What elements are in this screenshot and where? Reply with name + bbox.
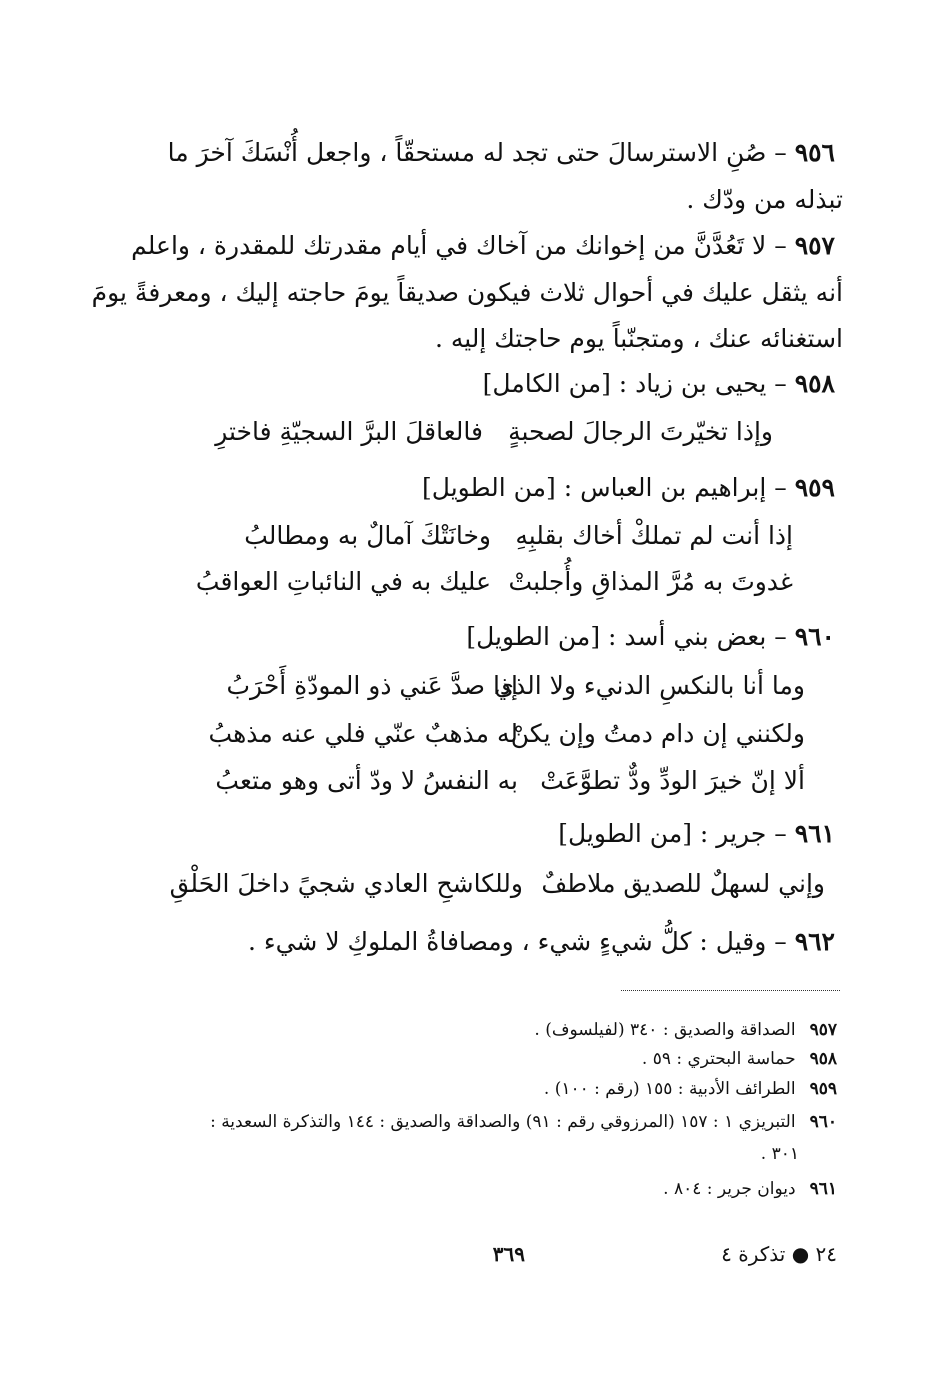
hemistich-second: له مذهبٌ عنّي فلي عنه مذهبُ — [208, 719, 518, 748]
entry-958-heading: ٩٥٨ – يحيى بن زياد : [من الكامل] — [482, 369, 835, 398]
hemistich-first: وما أنا بالنكسِ الدنيء ولا الذي — [494, 671, 805, 700]
footnote-separator — [621, 990, 840, 991]
hemistich-second: عليك به في النائباتِ العواقبُ — [195, 567, 491, 596]
hemistich-first: ألا إنّ خيرَ الودِّ ودٌّ تطوَّعَتْ — [540, 766, 805, 795]
hemistich-second: به النفسُ لا ودّ أتى وهو متعبُ — [215, 766, 518, 795]
entry-960-heading: ٩٦٠ – بعض بني أسد : [من الطويل] — [466, 622, 835, 651]
entry-number: ٩٦٢ — [794, 927, 835, 956]
entry-number: ٩٥٦ — [794, 138, 835, 167]
entry-961-heading: ٩٦١ – جرير : [من الطويل] — [558, 819, 835, 848]
hemistich-first: غدوتَ به مُرَّ المذاقِ وأُجلبتْ — [508, 567, 793, 596]
hemistich-first: وإذا تخيّرتَ الرجالَ لصحبةٍ — [508, 417, 773, 446]
hemistich-first: وإني لسهلٌ للصديق ملاطفٌ — [541, 869, 825, 898]
hemistich-second: وللكاشحِ العادي شجيً داخلَ الحَلْقِ — [169, 869, 523, 898]
entry-number: ٩٥٩ — [794, 473, 835, 502]
hemistich-second: فالعاقلَ البرَّ السجيّةِ فاخترِ — [215, 417, 483, 446]
footnote: ٩٥٩ الطرائف الأدبية : ١٥٥ (رقم : ١٠٠) . — [543, 1079, 837, 1099]
verse-960-1 — [0, 670, 943, 702]
verse-960-2 — [0, 718, 943, 750]
entry-text: – صُنِ الاسترسالَ حتى تجد له مستحقّاً ، واجعل أُنْسَكَ آخرَ ما — [167, 138, 787, 167]
entry-957-line3: استغنائه عنك ، ومتجنّباً يوم حاجتك إليه . — [434, 324, 843, 353]
hemistich-first: ولكنني إن دام دمتُ وإن يكنْ — [510, 719, 805, 748]
entry-959-heading: ٩٥٩ – إبراهيم بن العباس : [من الطويل] — [422, 473, 835, 502]
entry-956-line2: تبذله من ودّك . — [686, 185, 843, 214]
footnote: ٩٦١ ديوان جرير : ٨٠٤ . — [663, 1179, 837, 1199]
hemistich-second: وخانَتْكَ آمالٌ به ومطالبُ — [244, 521, 491, 550]
entry-number: ٩٦٠ — [794, 622, 835, 651]
entry-text: – لا تَعُدَّنَّ من إخوانك من آخاك في أيام مقدرتك للمقدرة ، واعلم — [131, 231, 787, 260]
entry-number: ٩٥٨ — [794, 369, 835, 398]
footnote: ٩٥٧ الصداقة والصديق : ٣٤٠ (لفيلسوف) . — [534, 1020, 837, 1040]
page-number: ٣٦٩ — [492, 1242, 525, 1266]
signature-mark: ٢٤ ● تذكرة ٤ — [721, 1242, 837, 1266]
footnote: ٩٥٨ حماسة البحتري : ٥٩ . — [641, 1049, 837, 1069]
hemistich-first: إذا أنت لم تملكْ أخاك بقلبِهِ — [515, 521, 793, 550]
entry-956-line1 — [145, 137, 835, 169]
entry-number: ٩٥٧ — [794, 231, 835, 260]
verse-958-1 — [0, 416, 943, 448]
entry-957-line1 — [131, 230, 835, 262]
verse-960-3 — [0, 765, 943, 797]
entry-number: ٩٦١ — [794, 819, 835, 848]
verse-959-1 — [0, 520, 943, 552]
verse-959-2 — [0, 566, 943, 598]
entry-962: ٩٦٢ – وقيل : كلُّ شيءٍ شيء ، ومصافاةُ الملوكِ لا شيء . — [247, 927, 835, 956]
footnote: ٩٦٠ التبريزي ١ : ١٥٧ (المرزوقي رقم : ٩١) والصداقة والصديق : ١٤٤ والتذكرة السعدية : — [210, 1112, 837, 1132]
hemistich-second: إذا صدَّ عَني ذو المودّةِ أَحْرَبُ — [226, 671, 518, 700]
verse-961-1 — [0, 868, 943, 900]
footnote-continuation: ٣٠١ . — [760, 1144, 799, 1164]
entry-957-line2: أنه يثقل عليك في أحوال ثلاث فيكون صديقاً يومَ حاجته إليك ، ومعرفةً يومَ — [91, 278, 843, 307]
